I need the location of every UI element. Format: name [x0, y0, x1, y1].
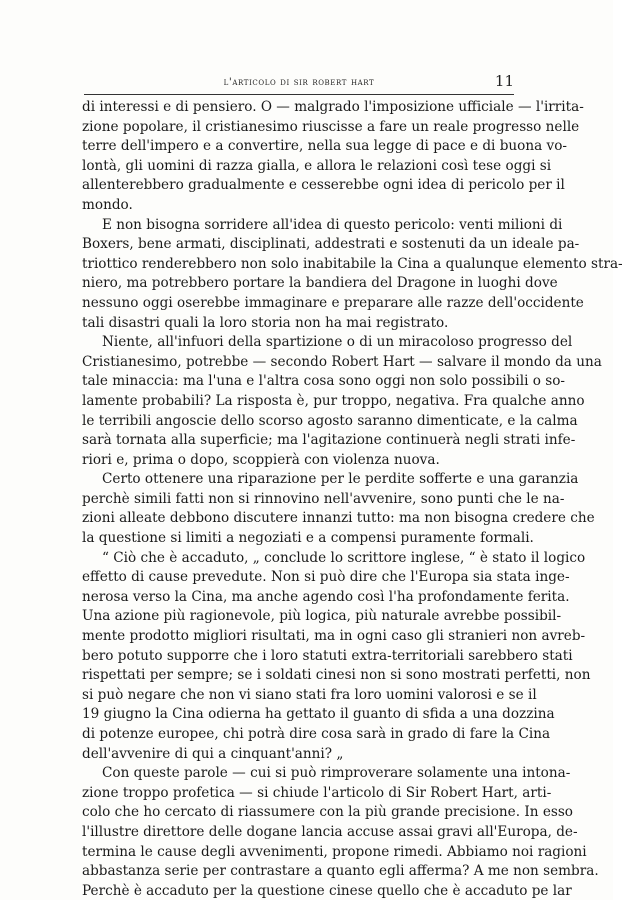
text-line: Con queste parole — cui si può rimproverare solamente una intona-: [102, 765, 571, 782]
text-line: la questione si limiti a negoziati e a compensi puramente formali.: [82, 530, 534, 547]
text-line: allenterebbero gradualmente e cesserebbe ogni idea di pericolo per il: [82, 177, 565, 194]
text-line: abbastanza serie per contrastare a quanto egli afferma? A me non sembra.: [82, 863, 599, 880]
text-line: 19 giugno la Cina odierna ha gettato il guanto di sfida a una dozzina: [82, 706, 555, 723]
text-line: lontà, gli uomini di razza gialla, e allora le relazioni così tese oggi si: [82, 157, 552, 174]
text-line: nessuno oggi oserebbe immaginare e preparare alle razze dell'occidente: [82, 294, 584, 311]
text-line: bero potuto supporre che i loro statuti extra-territoriali sarebbero stati: [82, 647, 573, 664]
text-line: colo che ho cercato di riassumere con la più grande precisione. In esso: [82, 804, 573, 821]
text-line: niero, ma potrebbero portare la bandiera del Dragone in luoghi dove: [82, 275, 558, 292]
text-line: Niente, all'infuori della spartizione o di un miracoloso progresso del: [102, 334, 573, 351]
text-line: effetto di cause prevedute. Non si può dire che l'Europa sia stata inge-: [82, 569, 570, 586]
page-number: 11: [494, 72, 514, 90]
text-line: lamente probabili? La risposta è, pur troppo, negativa. Fra qualche anno: [82, 392, 585, 409]
text-line: di interessi e di pensiero. O — malgrado l'imposizione ufficiale — l'irrita-: [82, 99, 584, 115]
text-line: nerosa verso la Cina, ma anche agendo così l'ha profondamente ferita.: [82, 588, 570, 605]
text-line: tali disastri quali la loro storia non ha mai registrato.: [82, 314, 449, 331]
text-line: riori e, prima o dopo, scoppierà con violenza nuova.: [82, 451, 440, 468]
body-text: [82, 98, 623, 901]
text-line: Certo ottenere una riparazione per le perdite sofferte e una garanzia: [102, 471, 579, 488]
text-line: rispettati per sempre; se i soldati cinesi non si sono mostrati perfetti, non: [82, 667, 591, 684]
text-line: l'illustre direttore delle dogane lancia accuse assai gravi all'Europa, de-: [82, 823, 578, 840]
text-line: di potenze europee, chi potrà dire cosa sarà in grado di fare la Cina: [82, 726, 551, 742]
text-line: termina le cause degli avvenimenti, propone rimedi. Abbiamo noi ragioni: [82, 843, 587, 860]
text-line: perchè simili fatti non si rinnovino nell'avvenire, sono punti che le na-: [82, 490, 565, 507]
text-line: dell'avvenire di qui a cinquant'anni? „: [82, 745, 344, 762]
text-line: sarà tornata alla superficie; ma l'agitazione continuerà negli strati infe-: [82, 432, 576, 449]
text-line: le terribili angoscie dello scorso agosto saranno dimenticate, e la calma: [82, 412, 578, 429]
text-line: mondo.: [82, 196, 133, 213]
text-line: triottico renderebbero non solo inabitabile la Cina a qualunque elemento stra-: [82, 255, 623, 272]
running-header: [84, 72, 514, 92]
text-line: E non bisogna sorridere all'idea di questo pericolo: venti milioni di: [102, 216, 563, 233]
text-line: Boxers, bene armati, disciplinati, addestrati e sostenuti da un ideale pa-: [82, 236, 580, 253]
text-line: si può negare che non vi siano stati fra loro uomini valorosi e se il: [82, 686, 537, 703]
text-line: Cristianesimo, potrebbe — secondo Robert Hart — salvare il mondo da una: [82, 353, 602, 370]
text-line: zioni alleate debbono discutere innanzi tutto: ma non bisogna credere che: [82, 510, 595, 527]
text-line: terre dell'impero e a convertire, nella sua legge di pace e di buona vo-: [82, 138, 568, 155]
running-title: l'articolo di sir robert hart: [223, 76, 375, 88]
text-line: Una azione più ragionevole, più logica, più naturale avrebbe possibil-: [82, 608, 562, 625]
text-line: mente prodotto migliori risultati, ma in ogni caso gli stranieri non avreb-: [82, 628, 586, 645]
text-line: zione popolare, il cristianesimo riuscisse a fare un reale progresso nelle: [82, 118, 580, 135]
text-line: zione troppo profetica — si chiude l'articolo di Sir Robert Hart, arti-: [82, 784, 552, 801]
text-line: Perchè è accaduto per la questione cinese quello che è accaduto pe lar: [82, 882, 572, 899]
header-rule: [84, 94, 514, 95]
text-line: tale minaccia: ma l'una e l'altra cosa sono oggi non solo possibili o so-: [82, 373, 565, 390]
text-line: “ Ciò che è accaduto, „ conclude lo scrittore inglese, “ è stato il logico: [102, 549, 586, 566]
